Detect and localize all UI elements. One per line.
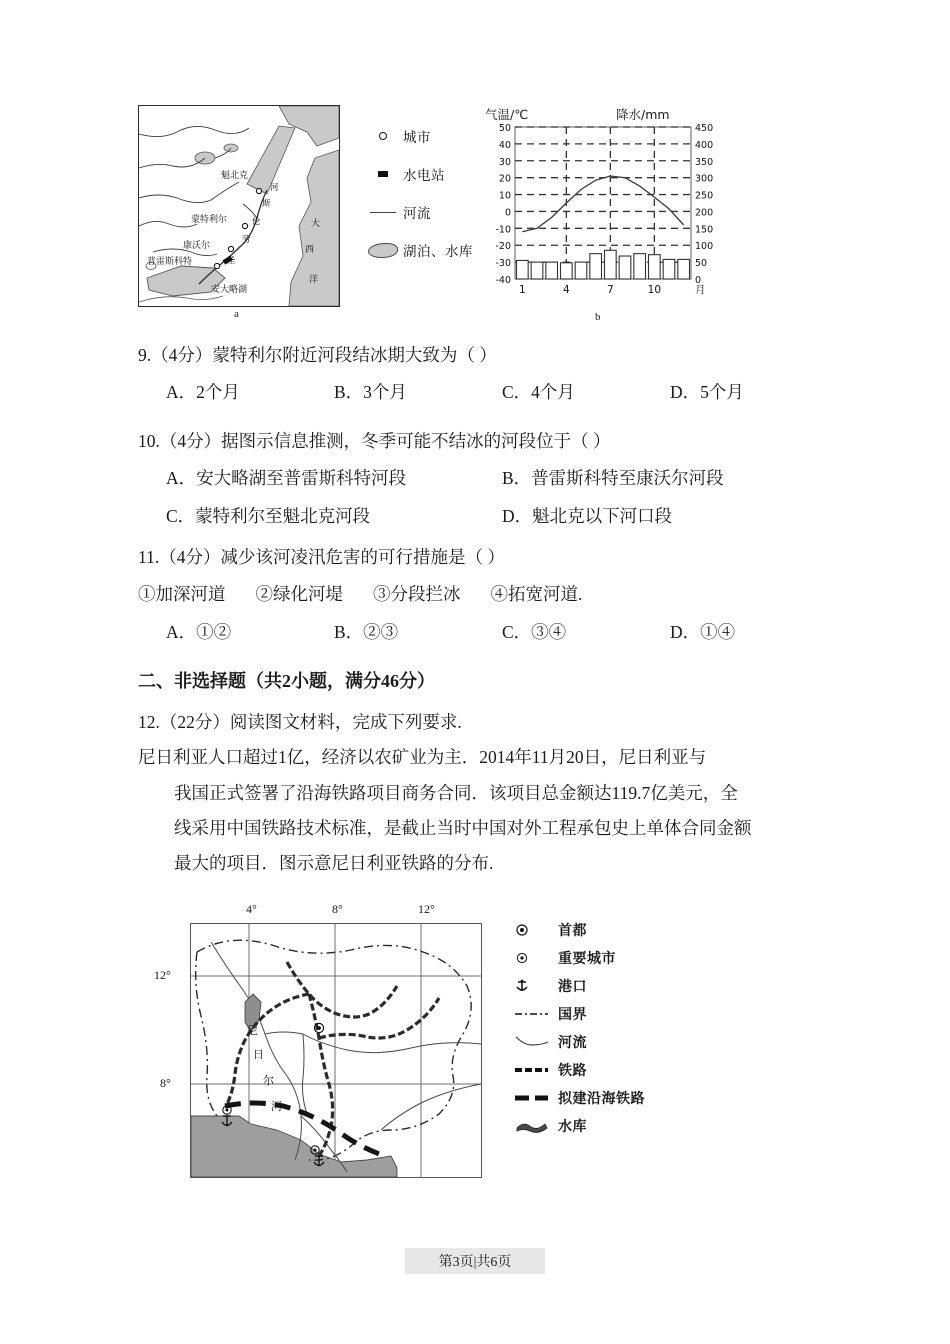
legend-label-river: 河流 (558, 1035, 587, 1051)
figure-a-sublabel: a (234, 308, 239, 320)
map-b-nigeria (190, 923, 482, 1178)
legend-label-city: 城市 (403, 130, 431, 146)
q10-score: （4分） (159, 431, 222, 451)
q9-option-c[interactable]: C．4个月 (502, 382, 575, 403)
q10-option-c[interactable]: C．蒙特利尔至魁北克河段 (166, 505, 371, 526)
question-12-para-line-2: 我国正式签署了沿海铁路项目商务合同．该项目总金额达119.7亿美元，全 (174, 782, 738, 803)
legend-label-river: 河流 (403, 206, 431, 222)
svg-text:魁北克: 魁北克 (221, 171, 249, 181)
svg-text:40: 40 (498, 139, 511, 151)
map-b-legend (510, 916, 730, 1140)
legend-label-railway: 铁路 (558, 1063, 587, 1079)
legend-label-capital: 首都 (558, 923, 587, 939)
svg-text:10: 10 (647, 284, 662, 296)
svg-text:康沃尔: 康沃尔 (183, 241, 211, 251)
question-12-head: 12.（22分）阅读图文材料，完成下列要求. (138, 712, 462, 732)
question-11 (138, 544, 838, 656)
q11-text: 减少该河凌汛危害的可行措施是（ ） (220, 547, 505, 567)
chart-ylabel: 气温/℃ (485, 107, 529, 122)
q9-score: （4分） (151, 345, 213, 365)
lake-shape-icon (363, 243, 403, 258)
svg-text:-30: -30 (495, 258, 511, 270)
map-a-st-lawrence (138, 105, 340, 307)
svg-text:30: 30 (498, 156, 511, 168)
chart-plot-area (483, 121, 733, 316)
svg-text:250: 250 (695, 190, 714, 202)
legend-row-hydro (363, 155, 493, 193)
question-12-para-line-1: 尼日利亚人口超过1亿，经济以农矿业为主．2014年11月20日，尼日利亚与 (138, 747, 707, 768)
legend-row-city (363, 117, 493, 155)
q11-item-1: ①加深河道 (138, 584, 226, 605)
svg-text:蒙特利尔: 蒙特利尔 (191, 215, 228, 225)
legend-row-river (510, 1028, 730, 1056)
river-line-icon (510, 1035, 558, 1049)
map-a-legend (363, 117, 493, 269)
svg-text:50: 50 (498, 123, 511, 134)
legend-row-border (510, 1000, 730, 1028)
svg-text:0: 0 (504, 207, 511, 219)
question-9-stem (138, 342, 838, 368)
filled-square-icon (363, 171, 403, 177)
q11-item-3: ③分段拦冰 (373, 584, 461, 605)
svg-text:普雷斯科特: 普雷斯科特 (147, 257, 193, 267)
q11-item-2: ②绿化河堤 (255, 584, 343, 605)
legend-label-border: 国界 (558, 1007, 587, 1023)
page-number: 第3页|共6页 (405, 1248, 546, 1274)
lon-label-8: 8° (332, 902, 343, 916)
section-2-heading: 二、非选择题（共2小题，满分46分） (138, 671, 435, 691)
question-11-options (138, 619, 838, 645)
legend-label-major-city: 重要城市 (558, 951, 616, 967)
legend-label-reservoir: 水库 (558, 1119, 587, 1135)
q9-option-a[interactable]: A．2个月 (166, 382, 240, 403)
q9-option-b[interactable]: B．3个月 (334, 382, 407, 403)
q9-text: 蒙特利尔附近河段结冰期大致为（ ） (212, 345, 497, 365)
svg-text:20: 20 (498, 173, 511, 185)
svg-text:月: 月 (695, 284, 706, 296)
lon-label-4: 4° (246, 902, 257, 916)
legend-label-hydro: 水电站 (403, 168, 445, 184)
svg-text:河: 河 (270, 183, 279, 193)
svg-text:4: 4 (562, 284, 570, 296)
svg-text:斯: 斯 (262, 199, 271, 209)
svg-text:尼: 尼 (247, 1024, 258, 1037)
legend-row-port (510, 972, 730, 1000)
q10-option-a[interactable]: A．安大略湖至普雷斯科特河段 (166, 468, 407, 489)
question-11-items (138, 581, 838, 607)
q9-number: 9. (138, 345, 152, 365)
question-9-options (138, 379, 838, 405)
q10-option-d[interactable]: D．魁北克以下河口段 (502, 505, 673, 526)
svg-text:1: 1 (518, 284, 526, 296)
svg-text:河: 河 (271, 1100, 282, 1113)
svg-text:300: 300 (695, 173, 714, 185)
svg-text:200: 200 (695, 207, 714, 219)
figure-1-container (138, 105, 828, 330)
svg-text:50: 50 (695, 258, 708, 270)
q11-number: 11. (138, 547, 160, 567)
svg-text:100: 100 (695, 241, 714, 253)
legend-row-major-city (510, 944, 730, 972)
chart-y2label: 降水/mm (616, 107, 670, 122)
svg-text:洋: 洋 (309, 275, 319, 285)
svg-text:-40: -40 (495, 275, 511, 286)
question-12-para-line-4: 最大的项目．图示意尼日利亚铁路的分布. (174, 853, 494, 873)
svg-text:圣: 圣 (227, 256, 236, 266)
question-10-options-row1 (138, 465, 838, 491)
circle-icon (363, 132, 403, 140)
legend-label-lake: 湖泊、水库 (403, 244, 473, 260)
dash-dot-line-icon (510, 1008, 558, 1020)
q10-option-b[interactable]: B．普雷斯科特至康沃尔河段 (502, 468, 724, 489)
q10-number: 10. (138, 431, 160, 451)
q11-option-a[interactable]: A．①② (166, 621, 232, 642)
q11-option-d[interactable]: D．①④ (670, 621, 736, 642)
legend-label-port: 港口 (558, 979, 587, 995)
svg-text:10: 10 (498, 190, 511, 202)
legend-row-reservoir (510, 1112, 730, 1140)
question-10-options-row2 (138, 503, 838, 529)
svg-text:日: 日 (253, 1048, 264, 1061)
svg-text:伦: 伦 (252, 217, 261, 227)
lat-label-8: 8° (160, 1076, 171, 1090)
svg-text:400: 400 (695, 139, 714, 151)
question-12-para-line-3: 线采用中国铁路技术标准，是截止当时中国对外工程承包史上单体合同金额 (174, 817, 752, 838)
q9-option-d[interactable]: D．5个月 (670, 382, 744, 403)
lat-label-12: 12° (154, 968, 171, 982)
question-9 (138, 342, 838, 417)
climate-chart-b (483, 105, 733, 330)
svg-text:-10: -10 (495, 224, 511, 236)
svg-text:0: 0 (695, 275, 702, 286)
q10-text: 据图示信息推测，冬季可能不结冰的河段位于（ ） (221, 431, 611, 451)
line-icon (363, 212, 403, 213)
port-anchor-icon (510, 978, 558, 994)
svg-text:150: 150 (695, 224, 714, 236)
figure-2-container (150, 898, 830, 1198)
capital-icon (510, 922, 558, 938)
svg-text:7: 7 (606, 284, 614, 296)
q11-item-4: ④拓宽河道. (490, 584, 583, 605)
svg-text:450: 450 (695, 123, 714, 134)
figure-b-sublabel: b (595, 311, 601, 323)
section-2 (138, 668, 838, 885)
page-footer (0, 1248, 950, 1274)
question-10 (138, 428, 838, 540)
svg-text:大: 大 (311, 219, 321, 229)
q11-option-b[interactable]: B．②③ (334, 621, 399, 642)
railway-line-icon (510, 1064, 558, 1076)
svg-text:-20: -20 (495, 241, 511, 253)
legend-label-proposed-railway: 拟建沿海铁路 (558, 1091, 645, 1107)
svg-text:西: 西 (305, 245, 315, 255)
svg-text:350: 350 (695, 156, 714, 168)
legend-row-railway (510, 1056, 730, 1084)
legend-row-capital (510, 916, 730, 944)
question-10-stem (138, 428, 838, 454)
svg-text:尔: 尔 (263, 1074, 274, 1087)
legend-row-river (363, 193, 493, 231)
proposed-railway-icon (510, 1092, 558, 1104)
legend-row-lake (363, 231, 493, 269)
legend-row-proposed-railway (510, 1084, 730, 1112)
major-city-icon (510, 950, 558, 966)
q11-score: （4分） (159, 547, 221, 567)
reservoir-icon (510, 1119, 558, 1133)
q11-option-c[interactable]: C．③④ (502, 621, 567, 642)
svg-text:劳: 劳 (242, 235, 251, 245)
lon-label-12: 12° (418, 902, 435, 916)
question-11-stem (138, 544, 838, 570)
svg-text:安大略湖: 安大略湖 (211, 285, 248, 295)
